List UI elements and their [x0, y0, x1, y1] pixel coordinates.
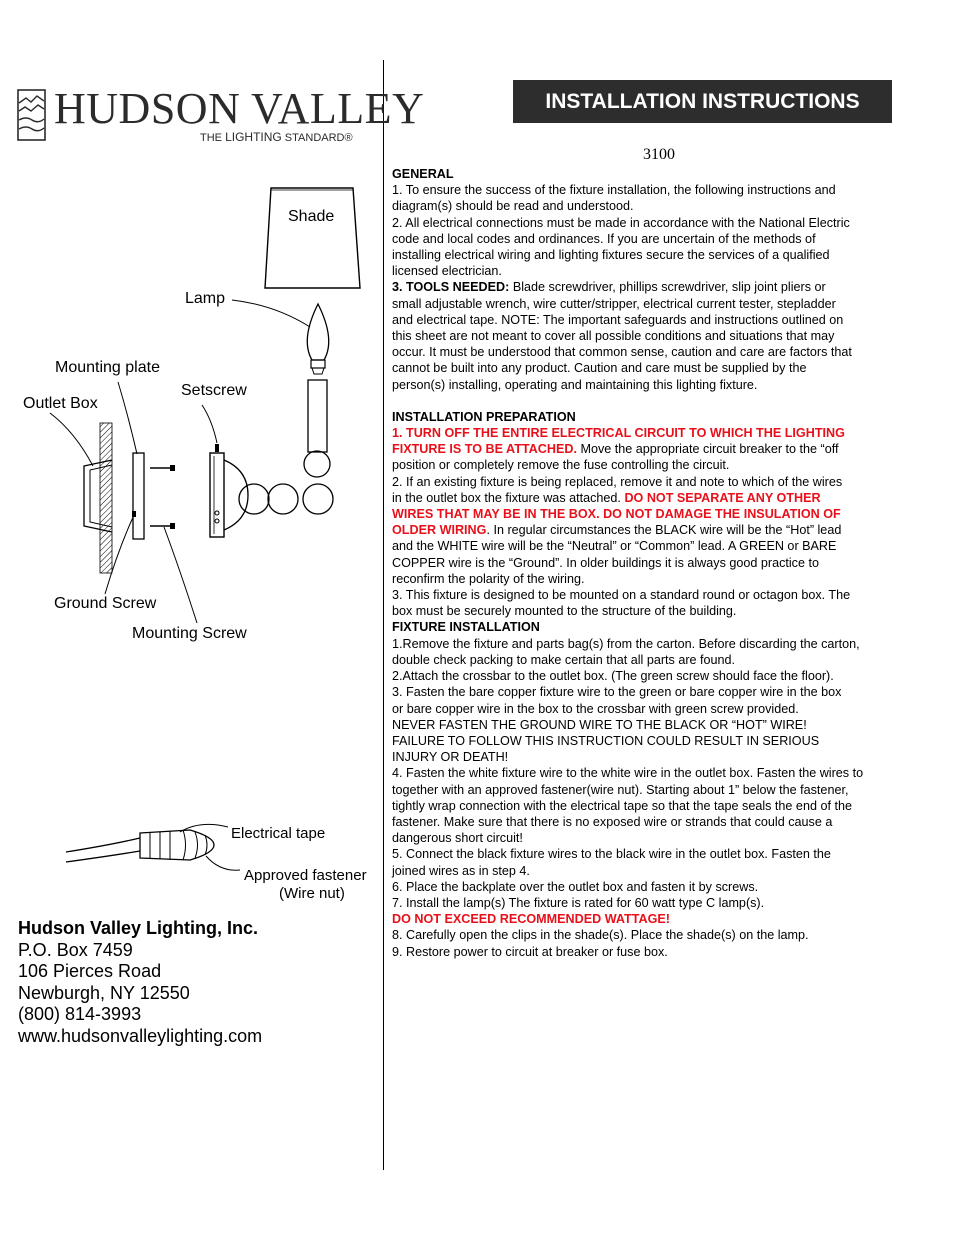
- text-line: double check packing to make certain that all parts are found.: [392, 652, 736, 667]
- wattage-warning: DO NOT EXCEED RECOMMENDED WATTAGE!: [392, 912, 670, 927]
- label-mounting-plate: Mounting plate: [55, 359, 160, 376]
- text-line: 4. Fasten the white fixture wire to the white wire in the outlet box. Fasten the wires to: [392, 766, 864, 781]
- text-line: small adjustable wrench, wire cutter/stripper, electrical current tester, stepladder: [392, 296, 836, 311]
- logo-tagline: [200, 130, 353, 144]
- warning-span: FIXTURE IS TO BE ATTACHED.: [392, 442, 577, 457]
- street-address: 106 Pierces Road: [18, 961, 162, 981]
- instructions-text: [392, 166, 922, 960]
- text-line: fastener. Make sure that there is no exposed wire or strands that could cause a: [392, 814, 833, 829]
- po-box: P.O. Box 7459: [18, 939, 133, 960]
- text-line: licensed electrician.: [392, 264, 502, 279]
- section-heading-fixture: FIXTURE INSTALLATION: [392, 620, 540, 635]
- label-ground-screw: Ground Screw: [54, 595, 157, 612]
- text-line: tightly wrap connection with the electrical tape so that the tape seals the end of the: [392, 798, 852, 813]
- text-line: 8. Carefully open the clips in the shade(s). Place the shade(s) on the lamp.: [392, 928, 809, 943]
- logo-mark-icon: [17, 89, 46, 141]
- city-state-zip: Newburgh, NY 12550: [18, 982, 190, 1003]
- text-line: position or completely remove the fuse controlling the circuit.: [392, 458, 730, 473]
- text-line: NEVER FASTEN THE GROUND WIRE TO THE BLACK OR “HOT” WIRE!: [392, 717, 807, 732]
- lamp-bulb: [307, 304, 328, 360]
- warning-span: OLDER WIRING: [392, 523, 487, 538]
- text-line: FAILURE TO FOLLOW THIS INSTRUCTION COULD RESULT IN SERIOUS: [392, 733, 820, 748]
- text-line: cannot be built into any product. Caution and care must be supplied by the: [392, 361, 807, 376]
- text-line: and electrical tape. NOTE: The important safeguards and instructions outlined on: [392, 312, 844, 327]
- label-lamp: Lamp: [185, 290, 226, 307]
- text-line: or bare copper wire in the box to the crossbar with green screw provided.: [392, 701, 799, 716]
- text-line: 2.Attach the crossbar to the outlet box. (The green screw should face the floor).: [392, 669, 834, 684]
- text-span: . In regular circumstances the BLACK wire will be the “Hot” lead: [486, 523, 842, 538]
- phone-number: (800) 814-3993: [18, 1004, 142, 1024]
- text-span: Blade screwdriver, phillips screwdriver, slip joint pliers or: [509, 280, 826, 295]
- page-title: INSTALLATION INSTRUCTIONS: [513, 80, 892, 123]
- text-line: code and local codes and ordinances. If you are uncertain of the methods of: [392, 231, 816, 246]
- label-wire-nut: (Wire nut): [279, 885, 345, 902]
- company-name: Hudson Valley Lighting, Inc.: [18, 918, 259, 938]
- text-line: 3. This fixture is designed to be mounted on a standard round or octagon box. The: [392, 588, 851, 603]
- text-span: in the outlet box the fixture was attached.: [392, 490, 625, 505]
- model-number: 3100: [643, 146, 675, 163]
- text-line: 3. Fasten the bare copper fixture wire to the green or bare copper wire in the box: [392, 685, 842, 700]
- logo-wordmark: HUDSON VALLEY: [54, 84, 425, 133]
- text-line: [392, 522, 922, 538]
- shade-shape: [265, 188, 360, 288]
- section-heading-general: GENERAL: [392, 167, 454, 181]
- tagline-standard: STANDARD®: [284, 132, 353, 144]
- label-setscrew: Setscrew: [181, 382, 247, 399]
- text-line: INJURY OR DEATH!: [392, 750, 509, 765]
- text-line: COPPER wire is the “Ground”. In older buildings it is always good practice to: [392, 555, 819, 570]
- diagram-drawing: [0, 170, 383, 910]
- company-contact: [18, 918, 262, 1047]
- brand-logo: [17, 84, 425, 146]
- column-divider: [383, 60, 384, 1170]
- tools-label: 3. TOOLS NEEDED:: [392, 280, 510, 295]
- text-line: 1.Remove the fixture and parts bag(s) from the carton. Before discarding the carton,: [392, 636, 860, 651]
- label-mounting-screw: Mounting Screw: [132, 625, 247, 642]
- text-line: together with an approved fastener(wire nut). Starting about 1” below the fastener,: [392, 782, 849, 797]
- text-line: [392, 279, 922, 295]
- website-link[interactable]: www.hudsonvalleylighting.com: [18, 1025, 263, 1046]
- text-line: this sheet are not meant to cover all possible conditions and situations that may: [392, 329, 835, 344]
- fixture-diagram: [0, 170, 383, 910]
- tagline-the: THE: [200, 132, 222, 144]
- warning-line: WIRES THAT MAY BE IN THE BOX. DO NOT DAMAGE THE INSULATION OF: [392, 507, 841, 522]
- text-line: joined wires as in step 4.: [392, 863, 530, 878]
- warning-line: 1. TURN OFF THE ENTIRE ELECTRICAL CIRCUIT TO WHICH THE LIGHTING: [392, 426, 845, 441]
- text-line: installing electrical wiring and lighting fixtures secure the services of a qualified: [392, 248, 830, 263]
- tagline-lighting: LIGHTING: [225, 130, 282, 144]
- text-span: Move the appropriate circuit breaker to the “off: [576, 442, 839, 457]
- text-line: 5. Connect the black fixture wires to the black wire in the outlet box. Fasten the: [392, 847, 831, 862]
- text-line: 9. Restore power to circuit at breaker or fuse box.: [392, 944, 668, 959]
- text-line: box must be securely mounted to the structure of the building.: [392, 604, 737, 619]
- label-outlet-box: Outlet Box: [23, 395, 98, 412]
- text-line: person(s) installing, operating and maintaining this lighting fixture.: [392, 377, 758, 392]
- text-line: diagram(s) should be read and understood.: [392, 199, 634, 214]
- label-approved-fastener: Approved fastener: [244, 867, 367, 884]
- text-line: [392, 441, 922, 457]
- text-line: 7. Install the lamp(s) The fixture is rated for 60 watt type C lamp(s).: [392, 895, 765, 910]
- text-line: 1. To ensure the success of the fixture installation, the following instructions and: [392, 183, 836, 198]
- warning-span: DO NOT SEPARATE ANY OTHER: [624, 490, 821, 505]
- text-line: occur. It must be understood that common sense, caution and care are factors that: [392, 345, 852, 360]
- text-line: 6. Place the backplate over the outlet box and fasten it by screws.: [392, 879, 759, 894]
- label-electrical-tape: Electrical tape: [231, 825, 326, 842]
- text-line: reconfirm the polarity of the wiring.: [392, 571, 585, 586]
- text-line: 2. All electrical connections must be made in accordance with the National Electric: [392, 215, 850, 230]
- text-line: 2. If an existing fixture is being replaced, remove it and note to which of the wires: [392, 474, 843, 489]
- text-line: and the WHITE wire will be the “Neutral” or “Common” lead. A GREEN or BARE: [392, 539, 837, 554]
- text-line: dangerous short circuit!: [392, 831, 523, 846]
- section-heading-preparation: INSTALLATION PREPARATION: [392, 409, 576, 424]
- label-shade: Shade: [288, 208, 335, 225]
- spacer: [392, 393, 922, 409]
- text-line: [392, 490, 922, 506]
